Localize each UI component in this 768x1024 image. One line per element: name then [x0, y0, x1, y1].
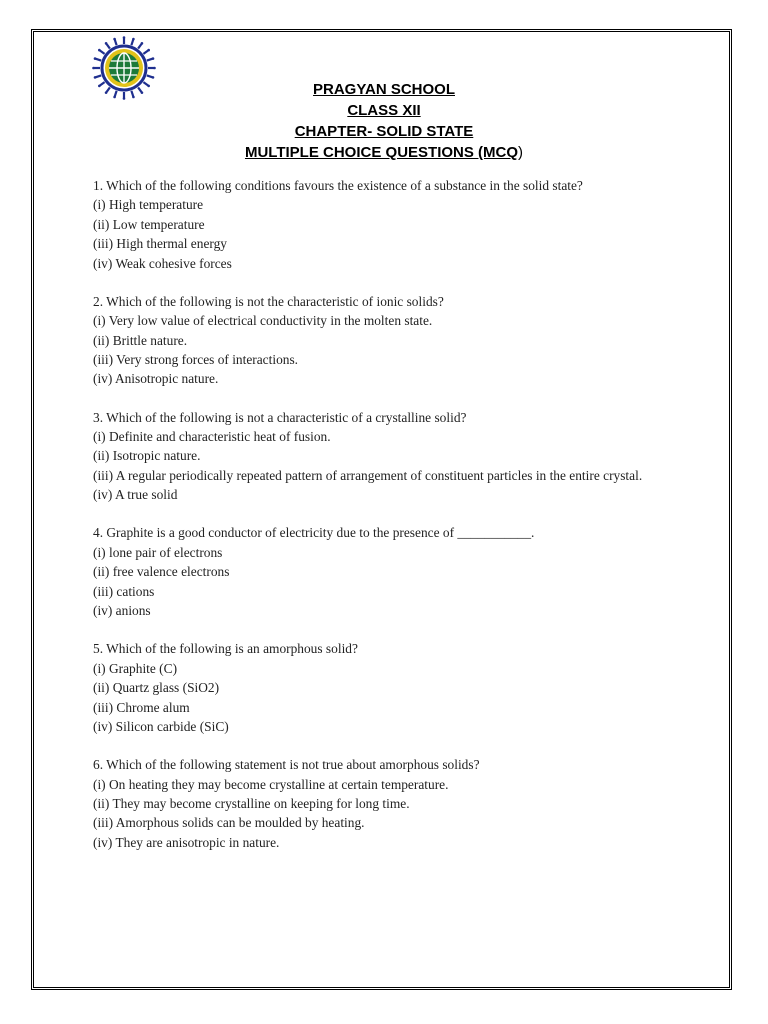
- option-iv: (iv) Weak cohesive forces: [93, 255, 232, 271]
- option-iv: (iv) They are anisotropic in nature.: [93, 834, 280, 850]
- option-iv: (iv) A true solid: [93, 487, 178, 503]
- option-ii: (ii) They may become crystalline on keeping for long time.: [93, 795, 410, 811]
- option-iv: (iv) Anisotropic nature.: [93, 371, 219, 387]
- logo-ray-dot: [113, 38, 116, 41]
- class-name: CLASS XII: [347, 102, 421, 119]
- question-text: 6. Which of the following statement is not true about amorphous solids?: [93, 757, 480, 773]
- logo-ray: [147, 75, 153, 77]
- option-iii: (iii) A regular periodically repeated pattern of arrangement of constituent particles in the entire crystal.: [93, 467, 643, 483]
- option-ii: (ii) free valence electrons: [93, 564, 230, 580]
- question-text: 1. Which of the following conditions favours the existence of a substance in the solid state?: [93, 178, 583, 193]
- question-text: 3. Which of the following is not a characteristic of a crystalline solid?: [93, 409, 467, 425]
- worksheet-title: [0, 142, 768, 163]
- option-iii: (iii) High thermal energy: [93, 236, 227, 252]
- option-i: (i) lone pair of electrons: [93, 544, 223, 560]
- logo-ray-dot: [92, 67, 95, 70]
- option-i: (i) On heating they may become crystalline at certain temperature.: [93, 776, 449, 792]
- logo-ray: [95, 59, 101, 61]
- question-4: [93, 523, 683, 620]
- logo-ray-dot: [94, 57, 97, 60]
- logo-ray-dot: [98, 49, 101, 52]
- logo-ray-dot: [141, 42, 144, 45]
- question-text: 2. Which of the following is not the characteristic of ionic solids?: [93, 293, 444, 309]
- document-header: [0, 79, 768, 163]
- option-iii: (iii) cations: [93, 583, 155, 599]
- option-iii: (iii) Chrome alum: [93, 699, 190, 715]
- option-ii: (ii) Isotropic nature.: [93, 448, 201, 464]
- chapter-title: CHAPTER- SOLID STATE: [294, 123, 474, 140]
- logo-ray-dot: [147, 49, 150, 52]
- logo-ray: [95, 75, 101, 77]
- logo-ray: [143, 50, 148, 54]
- option-ii: (ii) Brittle nature.: [93, 332, 188, 348]
- option-iv: (iv) Silicon carbide (SiC): [93, 718, 229, 734]
- worksheet-title-paren: ): [518, 144, 524, 161]
- option-ii: (ii) Low temperature: [93, 216, 205, 232]
- option-i: (i) Graphite (C): [93, 660, 178, 676]
- logo-ray: [138, 44, 142, 49]
- logo-ray: [106, 44, 110, 49]
- option-ii: (ii) Quartz glass (SiO2): [93, 680, 220, 696]
- logo-ray: [100, 50, 105, 54]
- logo-ray-dot: [132, 38, 135, 41]
- question-text: 4. Graphite is a good conductor of electricity due to the presence of ___________.: [93, 525, 535, 541]
- option-iv: (iv) anions: [93, 603, 151, 619]
- question-6: [93, 755, 683, 852]
- logo-ray-dot: [153, 67, 156, 70]
- option-i: (i) Definite and characteristic heat of fusion.: [93, 429, 331, 445]
- worksheet-title-main: MULTIPLE CHOICE QUESTIONS (MCQ: [244, 144, 519, 161]
- question-1: [93, 176, 683, 273]
- option-i: (i) Very low value of electrical conductivity in the molten state.: [93, 313, 433, 329]
- option-iii: (iii) Very strong forces of interactions.: [93, 352, 299, 368]
- question-5: [93, 639, 683, 736]
- option-iii: (iii) Amorphous solids can be moulded by heating.: [93, 815, 365, 831]
- option-i: (i) High temperature: [93, 197, 204, 213]
- logo-ray-dot: [123, 36, 126, 39]
- logo-ray-dot: [152, 57, 155, 60]
- logo-ray: [115, 39, 117, 45]
- question-list: [93, 176, 683, 871]
- question-3: [93, 408, 683, 505]
- question-2: [93, 292, 683, 389]
- logo-ray: [147, 59, 153, 61]
- question-text: 5. Which of the following is an amorphous solid?: [93, 641, 358, 657]
- logo-ray-dot: [105, 42, 108, 45]
- logo-ray: [131, 39, 133, 45]
- school-name: PRAGYAN SCHOOL: [313, 81, 455, 98]
